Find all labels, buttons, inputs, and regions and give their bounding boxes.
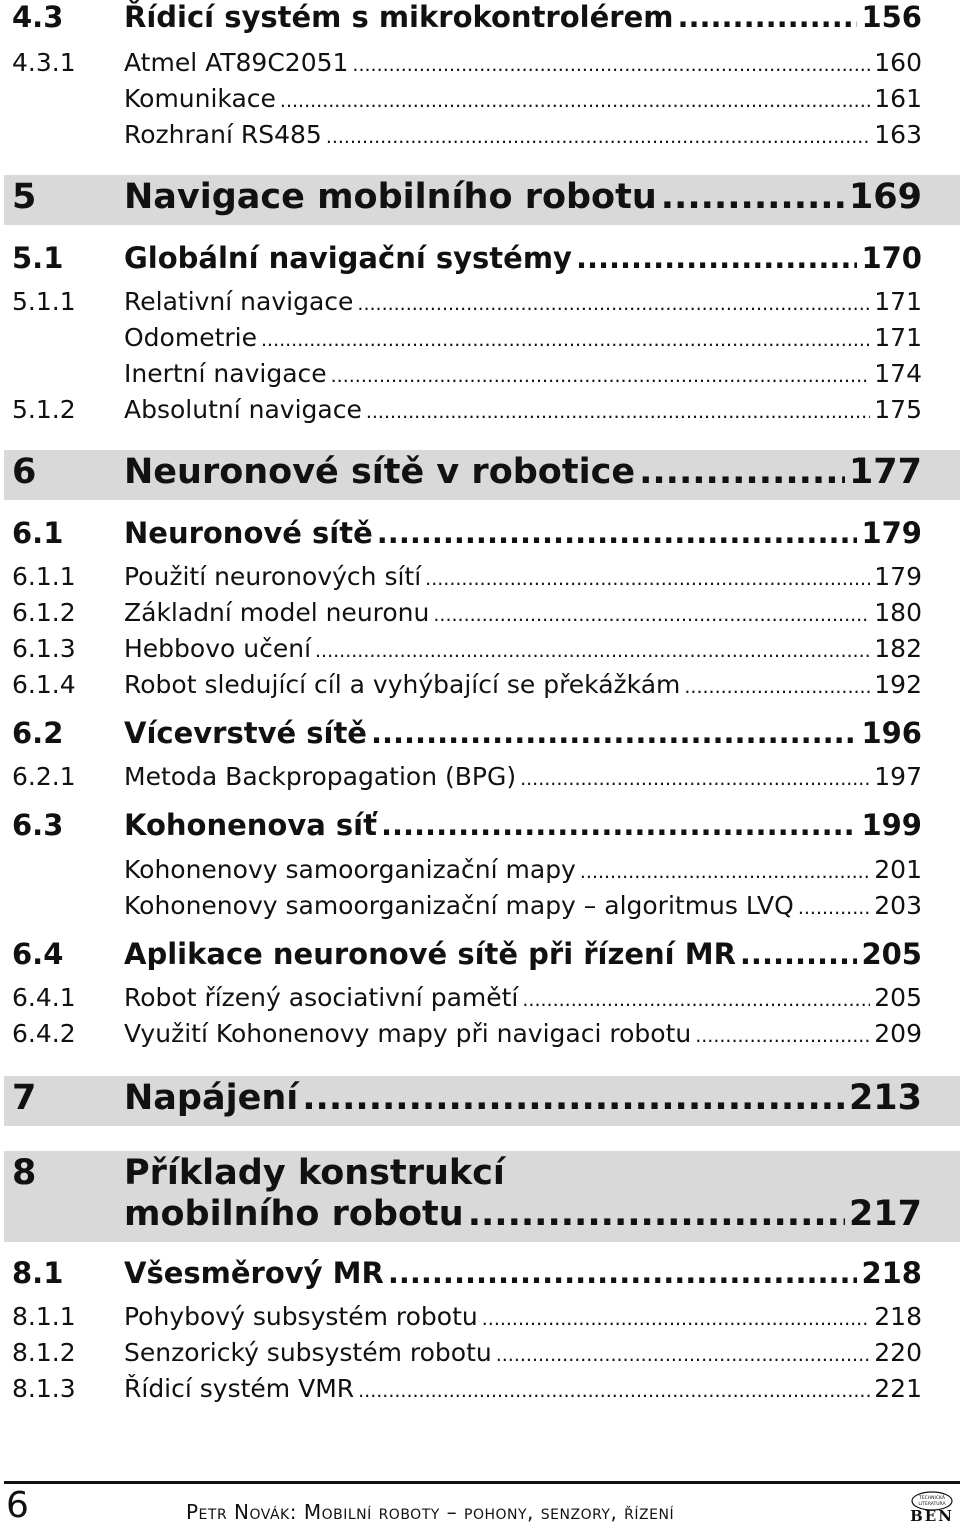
toc-title: mobilního robotu [124, 1194, 464, 1234]
toc-leader-dots [352, 54, 870, 76]
toc-section-number: 5.1.1 [12, 287, 76, 316]
toc-title: Robot sledující cíl a vyhýbající se překážkám [124, 670, 681, 699]
toc-page-number: 218 [861, 1256, 922, 1290]
toc-page-number: 175 [874, 395, 922, 424]
toc-title: Metoda Backpropagation (BPG) [124, 762, 517, 791]
toc-title: Neuronové sítě v robotice [124, 452, 636, 492]
toc-leader-dots [433, 604, 870, 626]
toc-leader-dots [357, 293, 870, 315]
toc-page-number: 205 [861, 937, 922, 971]
toc-section-number: 6 [12, 452, 37, 492]
toc-page-number: 169 [848, 177, 922, 217]
toc-leader-dots [798, 897, 870, 919]
toc-leader-dots [302, 1078, 845, 1118]
toc-page-number: 170 [861, 241, 922, 275]
book-title: Petr Novák: Mobilní roboty – pohony, senzory, řízení [186, 1500, 675, 1524]
toc-title: Využití Kohonenovy mapy při navigaci robotu [124, 1019, 692, 1048]
svg-text:TECHNICKÁ: TECHNICKÁ [919, 1496, 945, 1501]
toc-section-number: 5.1 [12, 241, 64, 275]
toc-title: Rozhraní RS485 [124, 120, 322, 149]
toc-section-number: 6.1 [12, 516, 64, 550]
toc-entry[interactable] [0, 516, 960, 556]
toc-leader-dots [522, 989, 870, 1011]
toc-leader-dots [377, 516, 858, 550]
toc-entry[interactable] [0, 359, 960, 395]
toc-leader-dots [661, 177, 845, 217]
toc-leader-dots [326, 126, 870, 148]
toc-entry[interactable] [0, 716, 960, 756]
toc-title: Napájení [124, 1078, 299, 1118]
toc-title: Absolutní navigace [124, 395, 362, 424]
toc-leader-dots [684, 676, 870, 698]
toc-section-number: 6.1.2 [12, 598, 76, 627]
toc-entry[interactable] [0, 598, 960, 634]
toc-entry[interactable] [0, 1374, 960, 1410]
toc-page-number: 218 [874, 1302, 922, 1331]
toc-title: Komunikace [124, 84, 276, 113]
toc-leader-dots [381, 808, 857, 842]
toc-entry[interactable] [0, 323, 960, 359]
toc-entry[interactable] [0, 634, 960, 670]
toc-leader-dots [482, 1308, 871, 1330]
toc-title: Neuronové sítě [124, 516, 373, 550]
toc-page-number: 179 [874, 562, 922, 591]
toc-title: Relativní navigace [124, 287, 354, 316]
toc-section-number: 6.1.1 [12, 562, 76, 591]
toc-page-number: 221 [874, 1374, 922, 1403]
toc-entry[interactable] [0, 0, 960, 40]
toc-section-number: 8 [12, 1153, 37, 1193]
toc-page-number: 163 [874, 120, 922, 149]
toc-leader-dots [520, 768, 870, 790]
toc-title: Aplikace neuronové sítě při řízení MR [124, 937, 736, 971]
toc-leader-dots [366, 401, 870, 423]
toc-title: Kohonenova síť [124, 808, 377, 842]
toc-title: Vícevrstvé sítě [124, 716, 367, 750]
toc-title: Hebbovo učení [124, 634, 312, 663]
toc-leader-dots [358, 1380, 870, 1402]
toc-entry[interactable] [0, 762, 960, 798]
toc-section-number: 8.1.2 [12, 1338, 76, 1367]
toc-entry[interactable] [0, 1338, 960, 1374]
toc-title: Pohybový subsystém robotu [124, 1302, 478, 1331]
toc-title: Příklady konstrukcí [124, 1153, 505, 1193]
toc-entry[interactable] [0, 1302, 960, 1338]
toc-entry[interactable] [0, 937, 960, 977]
toc-section-number: 6.1.3 [12, 634, 76, 663]
toc-page-number: 201 [874, 855, 922, 884]
toc-title: Řídicí systém s mikrokontrolérem [124, 0, 674, 34]
publisher-logo [906, 1490, 958, 1522]
toc-title: Kohonenovy samoorganizační mapy [124, 855, 576, 884]
toc-entry[interactable] [0, 241, 960, 281]
toc-entry[interactable] [0, 562, 960, 598]
toc-leader-dots [331, 365, 871, 387]
toc-leader-dots [280, 90, 870, 112]
toc-page-number: 199 [861, 808, 922, 842]
toc-section-number: 8.1 [12, 1256, 64, 1290]
toc-page-number: 156 [861, 0, 922, 34]
toc-entry[interactable] [0, 120, 960, 156]
toc-title: Všesměrový MR [124, 1256, 384, 1290]
toc-title: Globální navigační systémy [124, 241, 572, 275]
svg-text:BEN: BEN [910, 1507, 954, 1522]
toc-leader-dots [371, 716, 857, 750]
page-number: 6 [6, 1485, 29, 1526]
toc-page-number: 174 [874, 359, 922, 388]
toc-section-number: 4.3.1 [12, 48, 76, 77]
toc-section-number: 8.1.1 [12, 1302, 76, 1331]
toc-section-number: 6.3 [12, 808, 64, 842]
toc-section-number: 6.2 [12, 716, 64, 750]
toc-page-number: 160 [874, 48, 922, 77]
toc-page-number: 220 [874, 1338, 922, 1367]
toc-page-number: 171 [874, 287, 922, 316]
toc-page-number: 196 [861, 716, 922, 750]
toc-section-number: 6.4.2 [12, 1019, 76, 1048]
toc-entry[interactable] [0, 287, 960, 323]
toc-title: Inertní navigace [124, 359, 327, 388]
toc-entry[interactable] [0, 48, 960, 84]
toc-leader-dots [315, 640, 870, 662]
toc-entry[interactable] [0, 670, 960, 706]
toc-section-number: 6.2.1 [12, 762, 76, 791]
toc-entry[interactable] [0, 855, 960, 891]
toc-title: Robot řízený asociativní pamětí [124, 983, 519, 1012]
toc-title: Senzorický subsystém robotu [124, 1338, 492, 1367]
toc-section-number: 6.4.1 [12, 983, 76, 1012]
toc-page-number: 180 [874, 598, 922, 627]
toc-section-number: 6.4 [12, 937, 64, 971]
toc-title: Použití neuronových sítí [124, 562, 422, 591]
toc-page-number: 171 [874, 323, 922, 352]
toc-section-number: 5.1.2 [12, 395, 76, 424]
toc-entry[interactable] [0, 891, 960, 927]
toc-page-number: 203 [874, 891, 922, 920]
toc-page-number: 182 [874, 634, 922, 663]
toc-entry[interactable] [0, 983, 960, 1019]
toc-section-number: 8.1.3 [12, 1374, 76, 1403]
toc-leader-dots [496, 1344, 871, 1366]
toc-leader-dots [695, 1025, 870, 1047]
toc-title: Základní model neuronu [124, 598, 430, 627]
toc-leader-dots [468, 1194, 845, 1234]
toc-page-number: 205 [874, 983, 922, 1012]
toc-leader-dots [580, 861, 870, 883]
toc-title: Řídicí systém VMR [124, 1374, 355, 1403]
toc-leader-dots [425, 568, 870, 590]
toc-leader-dots [677, 0, 857, 34]
toc-leader-dots [639, 452, 845, 492]
toc-page-number: 217 [848, 1194, 922, 1234]
toc-entry[interactable] [0, 84, 960, 120]
toc-leader-dots [261, 329, 870, 351]
toc-page-number: 161 [874, 84, 922, 113]
footer-rule [4, 1481, 960, 1484]
toc-entry[interactable] [0, 1256, 960, 1296]
toc-entry[interactable] [0, 808, 960, 848]
toc-leader-dots [388, 1256, 858, 1290]
toc-leader-dots [576, 241, 857, 275]
toc-page-number: 197 [874, 762, 922, 791]
toc-page-number: 209 [874, 1019, 922, 1048]
toc-section-number: 4.3 [12, 0, 64, 34]
toc-section-number: 5 [12, 177, 37, 217]
toc-page-number: 213 [848, 1078, 922, 1118]
toc-section-number: 6.1.4 [12, 670, 76, 699]
toc-title: Kohonenovy samoorganizační mapy – algoritmus LVQ [124, 891, 794, 920]
svg-text:LITERATURA: LITERATURA [918, 1502, 946, 1507]
toc-page-number: 177 [848, 452, 922, 492]
toc-entry[interactable] [0, 1019, 960, 1055]
toc-title: Atmel AT89C2051 [124, 48, 349, 77]
toc-page-number: 179 [861, 516, 922, 550]
toc-leader-dots [740, 937, 858, 971]
toc-entry[interactable] [0, 395, 960, 431]
toc-title: Navigace mobilního robotu [124, 177, 657, 217]
toc-section-number: 7 [12, 1078, 37, 1118]
toc-page-number: 192 [874, 670, 922, 699]
toc-title: Odometrie [124, 323, 257, 352]
